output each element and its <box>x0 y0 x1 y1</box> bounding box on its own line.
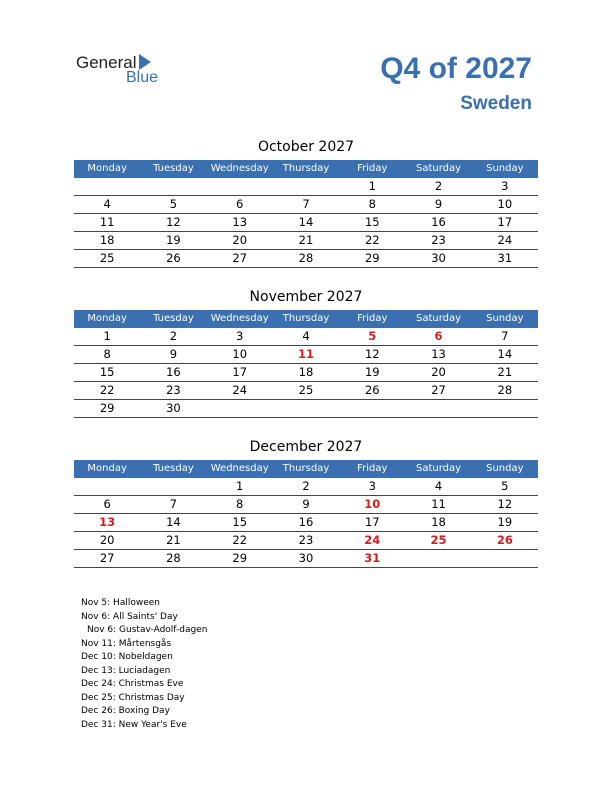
day-cell: 22 <box>99 383 115 397</box>
weekday-label: Sunday <box>486 163 524 174</box>
weekday-label: Thursday <box>282 463 330 474</box>
day-cell: 18 <box>431 515 446 529</box>
day-cell: 7 <box>169 497 178 511</box>
logo-triangle-icon <box>139 54 151 70</box>
day-cell: 12 <box>364 347 380 361</box>
month-november <box>74 287 538 418</box>
day-cell: 21 <box>298 233 314 247</box>
empty-day-cell <box>273 400 339 417</box>
day-cell: 15 <box>232 515 248 529</box>
day-cell: 29 <box>99 401 115 415</box>
empty-day-cell <box>207 400 273 417</box>
weekday-label: Friday <box>357 313 388 324</box>
week-row <box>74 364 538 382</box>
day-cell: 15 <box>364 215 380 229</box>
holiday-notes <box>81 597 207 732</box>
empty-day-cell <box>207 178 273 195</box>
day-cell: 7 <box>501 329 509 343</box>
day-cell: 20 <box>99 533 115 547</box>
weekday-header <box>74 310 538 328</box>
day-cell: 14 <box>497 347 513 361</box>
empty-day-cell <box>405 400 471 417</box>
empty-day-cell <box>74 178 140 195</box>
day-cell: 14 <box>166 515 181 529</box>
day-cell: 9 <box>302 497 310 511</box>
day-cell: 16 <box>431 215 446 229</box>
day-cell: 30 <box>431 251 446 265</box>
weekday-label: Tuesday <box>153 163 194 174</box>
empty-day-cell <box>140 178 206 195</box>
month-title: December 2027 <box>249 439 363 455</box>
day-cell: 11 <box>99 215 115 229</box>
day-cell: 3 <box>368 479 376 493</box>
day-cell: 6 <box>434 329 443 343</box>
logo-general-text: General <box>76 53 137 72</box>
week-row <box>74 382 538 400</box>
day-cell: 10 <box>497 197 513 211</box>
weekday-label: Friday <box>357 163 388 174</box>
day-cell: 16 <box>298 515 314 529</box>
holiday-note: Dec 25: Christmas Day <box>81 692 185 703</box>
day-cell: 8 <box>236 497 244 511</box>
day-cell: 2 <box>434 179 443 193</box>
day-cell: 1 <box>368 179 376 193</box>
day-cell: 23 <box>298 533 314 547</box>
empty-day-cell <box>339 400 405 417</box>
week-row <box>74 532 538 550</box>
holiday-note: Dec 10: Nobeldagen <box>81 652 173 662</box>
week-row <box>74 496 538 514</box>
day-cell: 27 <box>431 383 446 397</box>
day-cell: 20 <box>431 365 446 379</box>
empty-day-cell <box>273 178 339 195</box>
empty-day-cell <box>140 478 206 495</box>
holiday-note: Nov 5: Halloween <box>81 598 160 608</box>
day-cell: 17 <box>232 365 248 379</box>
day-cell: 4 <box>103 197 111 211</box>
holiday-note: Dec 13: Luciadagen <box>81 665 171 676</box>
holiday-note: Nov 6: Gustav-Adolf-dagen <box>87 625 208 635</box>
month-title: November 2027 <box>249 289 363 305</box>
day-cell: 28 <box>298 251 314 265</box>
day-cell: 30 <box>166 401 181 415</box>
day-cell: 21 <box>497 365 513 379</box>
day-cell: 3 <box>236 329 244 343</box>
holiday-note: Dec 31: New Year's Eve <box>81 719 187 730</box>
weekday-label: Monday <box>87 313 127 324</box>
day-cell: 7 <box>302 197 310 211</box>
weekday-label: Wednesday <box>210 313 269 324</box>
weekday-label: Wednesday <box>210 163 269 174</box>
day-cell: 24 <box>232 383 248 397</box>
day-cell: 5 <box>169 197 178 211</box>
day-cell: 15 <box>99 365 115 379</box>
week-row <box>74 196 538 214</box>
day-cell: 27 <box>99 551 115 565</box>
day-cell: 25 <box>430 533 447 547</box>
weekday-label: Thursday <box>282 163 330 174</box>
weekday-label: Saturday <box>416 463 462 474</box>
day-cell: 5 <box>368 329 377 343</box>
day-cell: 19 <box>364 365 380 379</box>
weekday-label: Wednesday <box>210 463 269 474</box>
day-cell: 3 <box>501 179 509 193</box>
day-cell: 4 <box>302 329 310 343</box>
month-december <box>74 437 538 568</box>
day-cell: 25 <box>298 383 314 397</box>
week-row <box>74 514 538 532</box>
weekday-label: Monday <box>87 463 127 474</box>
weekday-label: Saturday <box>416 163 462 174</box>
day-cell: 1 <box>236 479 244 493</box>
day-cell: 29 <box>232 551 248 565</box>
day-cell: 22 <box>364 233 380 247</box>
weekday-label: Sunday <box>486 313 524 324</box>
day-cell: 23 <box>166 383 181 397</box>
day-cell: 28 <box>497 383 513 397</box>
day-cell: 26 <box>496 533 513 547</box>
day-cell: 16 <box>166 365 181 379</box>
day-cell: 12 <box>497 497 513 511</box>
day-cell: 20 <box>232 233 248 247</box>
day-cell: 8 <box>368 197 376 211</box>
week-row <box>74 214 538 232</box>
day-cell: 13 <box>99 515 116 529</box>
weekday-label: Sunday <box>486 463 524 474</box>
weekday-label: Tuesday <box>153 463 194 474</box>
day-cell: 17 <box>364 515 380 529</box>
day-cell: 25 <box>99 251 115 265</box>
day-cell: 18 <box>99 233 115 247</box>
day-cell: 27 <box>232 251 248 265</box>
empty-day-cell <box>74 478 140 495</box>
day-cell: 12 <box>166 215 181 229</box>
weekday-label: Thursday <box>282 313 330 324</box>
month-october <box>74 137 538 268</box>
month-title: October 2027 <box>257 139 355 155</box>
day-cell: 9 <box>169 347 178 361</box>
holiday-note: Nov 11: Mårtensgås <box>81 638 172 649</box>
day-cell: 28 <box>166 551 181 565</box>
holiday-note: Dec 26: Boxing Day <box>81 706 170 716</box>
week-row <box>74 346 538 364</box>
day-cell: 2 <box>302 479 310 493</box>
week-row <box>74 232 538 250</box>
day-cell: 9 <box>434 197 443 211</box>
week-row <box>74 550 538 568</box>
weekday-header <box>74 460 538 478</box>
week-row <box>74 250 538 268</box>
week-row <box>74 400 538 418</box>
day-cell: 14 <box>298 215 314 229</box>
empty-day-cell <box>472 400 538 417</box>
day-cell: 4 <box>434 479 443 493</box>
day-cell: 19 <box>497 515 513 529</box>
day-cell: 31 <box>497 251 513 265</box>
day-cell: 10 <box>364 497 381 511</box>
empty-day-cell <box>405 550 471 567</box>
weekday-label: Saturday <box>416 313 462 324</box>
day-cell: 26 <box>364 383 380 397</box>
day-cell: 23 <box>431 233 446 247</box>
day-cell: 6 <box>103 497 111 511</box>
day-cell: 13 <box>431 347 446 361</box>
day-cell: 19 <box>166 233 181 247</box>
week-row <box>74 328 538 346</box>
holiday-note: Dec 24: Christmas Eve <box>81 679 184 689</box>
weekday-header <box>74 160 538 178</box>
day-cell: 10 <box>232 347 248 361</box>
logo-blue-text: Blue <box>126 69 159 86</box>
week-row <box>74 178 538 196</box>
day-cell: 17 <box>497 215 513 229</box>
day-cell: 24 <box>364 533 381 547</box>
day-cell: 31 <box>364 551 381 565</box>
day-cell: 11 <box>431 497 446 511</box>
weekday-label: Tuesday <box>153 313 194 324</box>
day-cell: 30 <box>298 551 314 565</box>
day-cell: 18 <box>298 365 314 379</box>
day-cell: 11 <box>297 347 314 361</box>
day-cell: 29 <box>364 251 380 265</box>
week-row <box>74 478 538 496</box>
day-cell: 24 <box>497 233 513 247</box>
country-title: Sweden <box>460 93 532 114</box>
day-cell: 8 <box>103 347 111 361</box>
day-cell: 22 <box>232 533 248 547</box>
weekday-label: Monday <box>87 163 127 174</box>
day-cell: 1 <box>103 329 111 343</box>
weekday-label: Friday <box>357 463 388 474</box>
day-cell: 26 <box>166 251 181 265</box>
day-cell: 21 <box>166 533 181 547</box>
day-cell: 13 <box>232 215 248 229</box>
empty-day-cell <box>472 550 538 567</box>
holiday-note: Nov 6: All Saints' Day <box>81 611 178 622</box>
page-title: Q4 of 2027 <box>380 52 532 85</box>
day-cell: 5 <box>501 479 509 493</box>
day-cell: 6 <box>236 197 244 211</box>
day-cell: 2 <box>169 329 178 343</box>
